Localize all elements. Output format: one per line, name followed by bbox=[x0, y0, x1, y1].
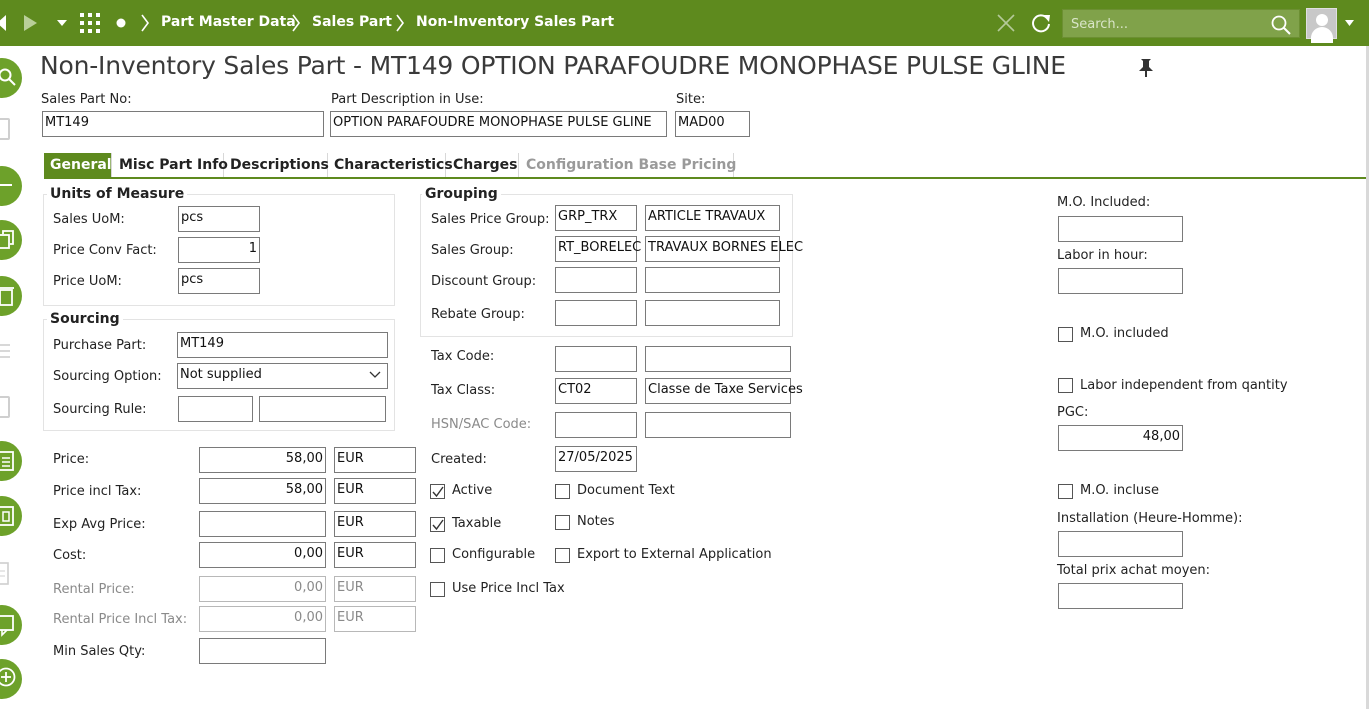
discount-group-desc-field[interactable] bbox=[645, 267, 780, 293]
search-box bbox=[1062, 9, 1300, 38]
document-text-checkbox[interactable] bbox=[555, 484, 570, 499]
pgc-label: PGC: bbox=[1057, 405, 1089, 420]
sales-part-no-label: Sales Part No: bbox=[41, 92, 132, 107]
tab-misc-part-info[interactable]: Misc Part Info bbox=[113, 153, 224, 177]
exp-avg-price-currency-field[interactable]: EUR bbox=[334, 511, 416, 537]
apps-grid-icon[interactable] bbox=[80, 13, 100, 33]
list-icon[interactable] bbox=[0, 343, 12, 359]
total-prix-achat-label: Total prix achat moyen: bbox=[1057, 563, 1211, 578]
top-navigation-bar bbox=[0, 0, 1369, 46]
user-avatar[interactable] bbox=[1306, 8, 1337, 39]
cost-field[interactable]: 0,00 bbox=[199, 542, 326, 568]
hsn-sac-code-label: HSN/SAC Code: bbox=[431, 417, 532, 432]
document-text-label: Document Text bbox=[577, 483, 675, 498]
tab-general[interactable]: General bbox=[44, 153, 112, 177]
price-conv-fact-field[interactable]: 1 bbox=[178, 237, 260, 263]
report-icon bbox=[0, 451, 16, 471]
min-sales-qty-label: Min Sales Qty: bbox=[53, 644, 146, 659]
export-external-checkbox[interactable] bbox=[555, 548, 570, 563]
delete-rail-button[interactable] bbox=[0, 276, 22, 316]
cost-currency-field[interactable]: EUR bbox=[334, 542, 416, 568]
part-description-label: Part Description in Use: bbox=[331, 92, 484, 107]
chevron-right-icon bbox=[140, 13, 150, 33]
sales-group-code-field[interactable]: RT_BORELEC bbox=[555, 236, 637, 262]
tab-descriptions[interactable]: Descriptions bbox=[224, 153, 328, 177]
price-incl-tax-currency-field[interactable]: EUR bbox=[334, 478, 416, 504]
rental-price-currency-field: EUR bbox=[334, 576, 416, 602]
breadcrumb-sales-part[interactable]: Sales Part bbox=[312, 14, 392, 30]
add-rail-button[interactable] bbox=[0, 659, 22, 699]
tax-class-label: Tax Class: bbox=[431, 383, 496, 398]
tax-code-desc-field[interactable] bbox=[645, 346, 791, 372]
tab-charges[interactable]: Charges bbox=[447, 153, 519, 177]
configurable-label: Configurable bbox=[452, 547, 536, 562]
site-field[interactable]: MAD00 bbox=[675, 111, 750, 137]
comment-icon bbox=[0, 615, 16, 637]
back-icon[interactable] bbox=[0, 14, 8, 32]
sales-price-group-code-field[interactable]: GRP_TRX bbox=[555, 205, 637, 231]
report-rail-button[interactable] bbox=[0, 441, 22, 481]
page-icon bbox=[0, 506, 16, 526]
price-label: Price: bbox=[53, 452, 90, 467]
search-input[interactable] bbox=[1071, 15, 1261, 33]
taxable-checkbox[interactable] bbox=[430, 517, 445, 532]
rental-price-incl-tax-label: Rental Price Incl Tax: bbox=[53, 612, 188, 627]
checkmark-icon bbox=[432, 519, 444, 531]
export-external-label: Export to External Application bbox=[577, 547, 772, 562]
purchase-part-field[interactable]: MT149 bbox=[177, 332, 388, 358]
taxable-label: Taxable bbox=[452, 516, 502, 531]
chevron-right-icon bbox=[395, 13, 405, 33]
search-icon bbox=[0, 68, 16, 88]
remove-rail-button[interactable] bbox=[0, 166, 22, 206]
part-description-field[interactable]: OPTION PARAFOUDRE MONOPHASE PULSE GLINE bbox=[330, 111, 667, 137]
close-icon[interactable] bbox=[996, 13, 1016, 33]
labor-independent-checkbox[interactable] bbox=[1058, 378, 1073, 393]
grouping-title: Grouping bbox=[422, 186, 501, 202]
search-icon[interactable] bbox=[1271, 15, 1291, 35]
total-prix-achat-field[interactable] bbox=[1058, 583, 1183, 609]
discount-group-code-field[interactable] bbox=[555, 267, 637, 293]
units-of-measure-title: Units of Measure bbox=[47, 186, 187, 202]
mo-included-checkbox-label: M.O. included bbox=[1080, 326, 1169, 341]
notes-checkbox[interactable] bbox=[555, 515, 570, 530]
delete-icon bbox=[0, 285, 16, 307]
rebate-group-label: Rebate Group: bbox=[431, 307, 525, 322]
installation-label: Installation (Heure-Homme): bbox=[1057, 511, 1243, 526]
pin-icon[interactable] bbox=[1138, 58, 1156, 78]
labor-independent-label: Labor independent from qantity bbox=[1080, 378, 1288, 393]
created-field[interactable]: 27/05/2025 bbox=[555, 446, 637, 472]
site-label: Site: bbox=[676, 92, 706, 107]
price-incl-tax-label: Price incl Tax: bbox=[53, 484, 142, 499]
breadcrumb-part-master-data[interactable]: Part Master Data bbox=[161, 14, 296, 30]
sourcing-rule-code-field[interactable] bbox=[178, 396, 253, 422]
add-icon bbox=[0, 667, 18, 691]
breadcrumb-non-inventory-sales-part[interactable]: Non-Inventory Sales Part bbox=[416, 14, 615, 30]
chevron-down-icon bbox=[369, 367, 381, 383]
mo-incluse-label: M.O. incluse bbox=[1080, 483, 1159, 498]
sales-price-group-label: Sales Price Group: bbox=[431, 212, 550, 227]
mo-incluse-checkbox[interactable] bbox=[1058, 484, 1073, 499]
min-sales-qty-field[interactable] bbox=[199, 638, 326, 664]
notes-label: Notes bbox=[577, 514, 615, 529]
chevron-right-icon bbox=[291, 13, 301, 33]
refresh-icon[interactable] bbox=[1030, 12, 1052, 34]
labor-in-hour-field[interactable] bbox=[1058, 268, 1183, 294]
tab-characteristics[interactable]: Characteristics bbox=[328, 153, 446, 177]
active-checkbox[interactable] bbox=[430, 484, 445, 499]
sales-group-desc-field[interactable]: TRAVAUX BORNES ELEC bbox=[645, 236, 780, 262]
sales-part-no-field[interactable]: MT149 bbox=[42, 111, 324, 137]
history-dropdown-icon[interactable] bbox=[56, 19, 68, 27]
rebate-group-code-field[interactable] bbox=[555, 300, 637, 326]
tax-class-desc-field[interactable]: Classe de Taxe Services bbox=[645, 378, 791, 404]
active-label: Active bbox=[452, 483, 493, 498]
sourcing-rule-desc-field[interactable] bbox=[259, 396, 386, 422]
use-price-incl-tax-label: Use Price Incl Tax bbox=[452, 581, 565, 596]
cost-label: Cost: bbox=[53, 548, 87, 563]
home-dot-icon[interactable] bbox=[116, 18, 126, 28]
duplicate-rail-button[interactable] bbox=[0, 220, 22, 260]
configurable-checkbox[interactable] bbox=[430, 548, 445, 563]
exp-avg-price-field[interactable] bbox=[199, 511, 326, 537]
rental-price-label: Rental Price: bbox=[53, 582, 135, 597]
rebate-group-desc-field[interactable] bbox=[645, 300, 780, 326]
use-price-incl-tax-checkbox[interactable] bbox=[430, 582, 445, 597]
pgc-field[interactable]: 48,00 bbox=[1058, 425, 1183, 451]
mo-included-field-label: M.O. Included: bbox=[1057, 195, 1151, 210]
rental-price-field: 0,00 bbox=[199, 576, 326, 602]
search-rail-button[interactable] bbox=[0, 58, 22, 98]
tab-underline bbox=[44, 177, 1369, 179]
user-menu-dropdown-icon[interactable] bbox=[1344, 19, 1355, 27]
attachment-icon[interactable] bbox=[0, 562, 10, 586]
duplicate-icon bbox=[0, 230, 16, 250]
price-currency-field[interactable]: EUR bbox=[334, 447, 416, 473]
sales-uom-field[interactable]: pcs bbox=[178, 206, 260, 232]
sourcing-option-label: Sourcing Option: bbox=[53, 369, 162, 384]
purchase-part-label: Purchase Part: bbox=[53, 338, 147, 353]
sales-uom-label: Sales UoM: bbox=[53, 212, 125, 227]
sales-price-group-desc-field[interactable]: ARTICLE TRAVAUX bbox=[645, 205, 780, 231]
rental-price-incl-tax-field: 0,00 bbox=[199, 606, 326, 632]
rental-price-incl-tax-currency-field: EUR bbox=[334, 606, 416, 632]
discount-group-label: Discount Group: bbox=[431, 274, 537, 289]
sourcing-option-select[interactable] bbox=[177, 363, 388, 389]
created-label: Created: bbox=[431, 452, 487, 467]
installation-field[interactable] bbox=[1058, 531, 1183, 557]
tab-configuration-base-pricing[interactable]: Configuration Base Pricing bbox=[520, 153, 734, 177]
sales-group-label: Sales Group: bbox=[431, 243, 514, 258]
new-record-icon[interactable] bbox=[0, 118, 10, 140]
price-uom-field[interactable]: pcs bbox=[178, 268, 260, 294]
comment-rail-button[interactable] bbox=[0, 605, 22, 645]
hsn-sac-code-field[interactable] bbox=[555, 412, 637, 438]
hsn-sac-code-desc-field[interactable] bbox=[645, 412, 791, 438]
page-title: Non-Inventory Sales Part - MT149 OPTION PARAFOUDRE MONOPHASE PULSE GLINE bbox=[40, 51, 1066, 80]
sourcing-title: Sourcing bbox=[47, 311, 123, 327]
document-icon[interactable] bbox=[0, 396, 10, 418]
checkmark-icon bbox=[432, 486, 444, 498]
tax-class-field[interactable]: CT02 bbox=[555, 378, 637, 404]
price-conv-fact-label: Price Conv Fact: bbox=[53, 243, 157, 258]
tax-code-field[interactable] bbox=[555, 346, 637, 372]
price-field[interactable]: 58,00 bbox=[199, 447, 326, 473]
page-rail-button[interactable] bbox=[0, 496, 22, 536]
sourcing-rule-label: Sourcing Rule: bbox=[53, 402, 147, 417]
sourcing-option-value: Not supplied bbox=[180, 367, 262, 382]
price-uom-label: Price UoM: bbox=[53, 274, 122, 289]
tax-code-label: Tax Code: bbox=[431, 349, 495, 364]
mo-included-field[interactable] bbox=[1058, 216, 1183, 242]
minus-icon bbox=[0, 184, 14, 188]
mo-included-checkbox[interactable] bbox=[1058, 327, 1073, 342]
exp-avg-price-label: Exp Avg Price: bbox=[53, 517, 146, 532]
labor-in-hour-label: Labor in hour: bbox=[1057, 248, 1148, 263]
forward-icon[interactable] bbox=[22, 14, 38, 32]
price-incl-tax-field[interactable]: 58,00 bbox=[199, 478, 326, 504]
